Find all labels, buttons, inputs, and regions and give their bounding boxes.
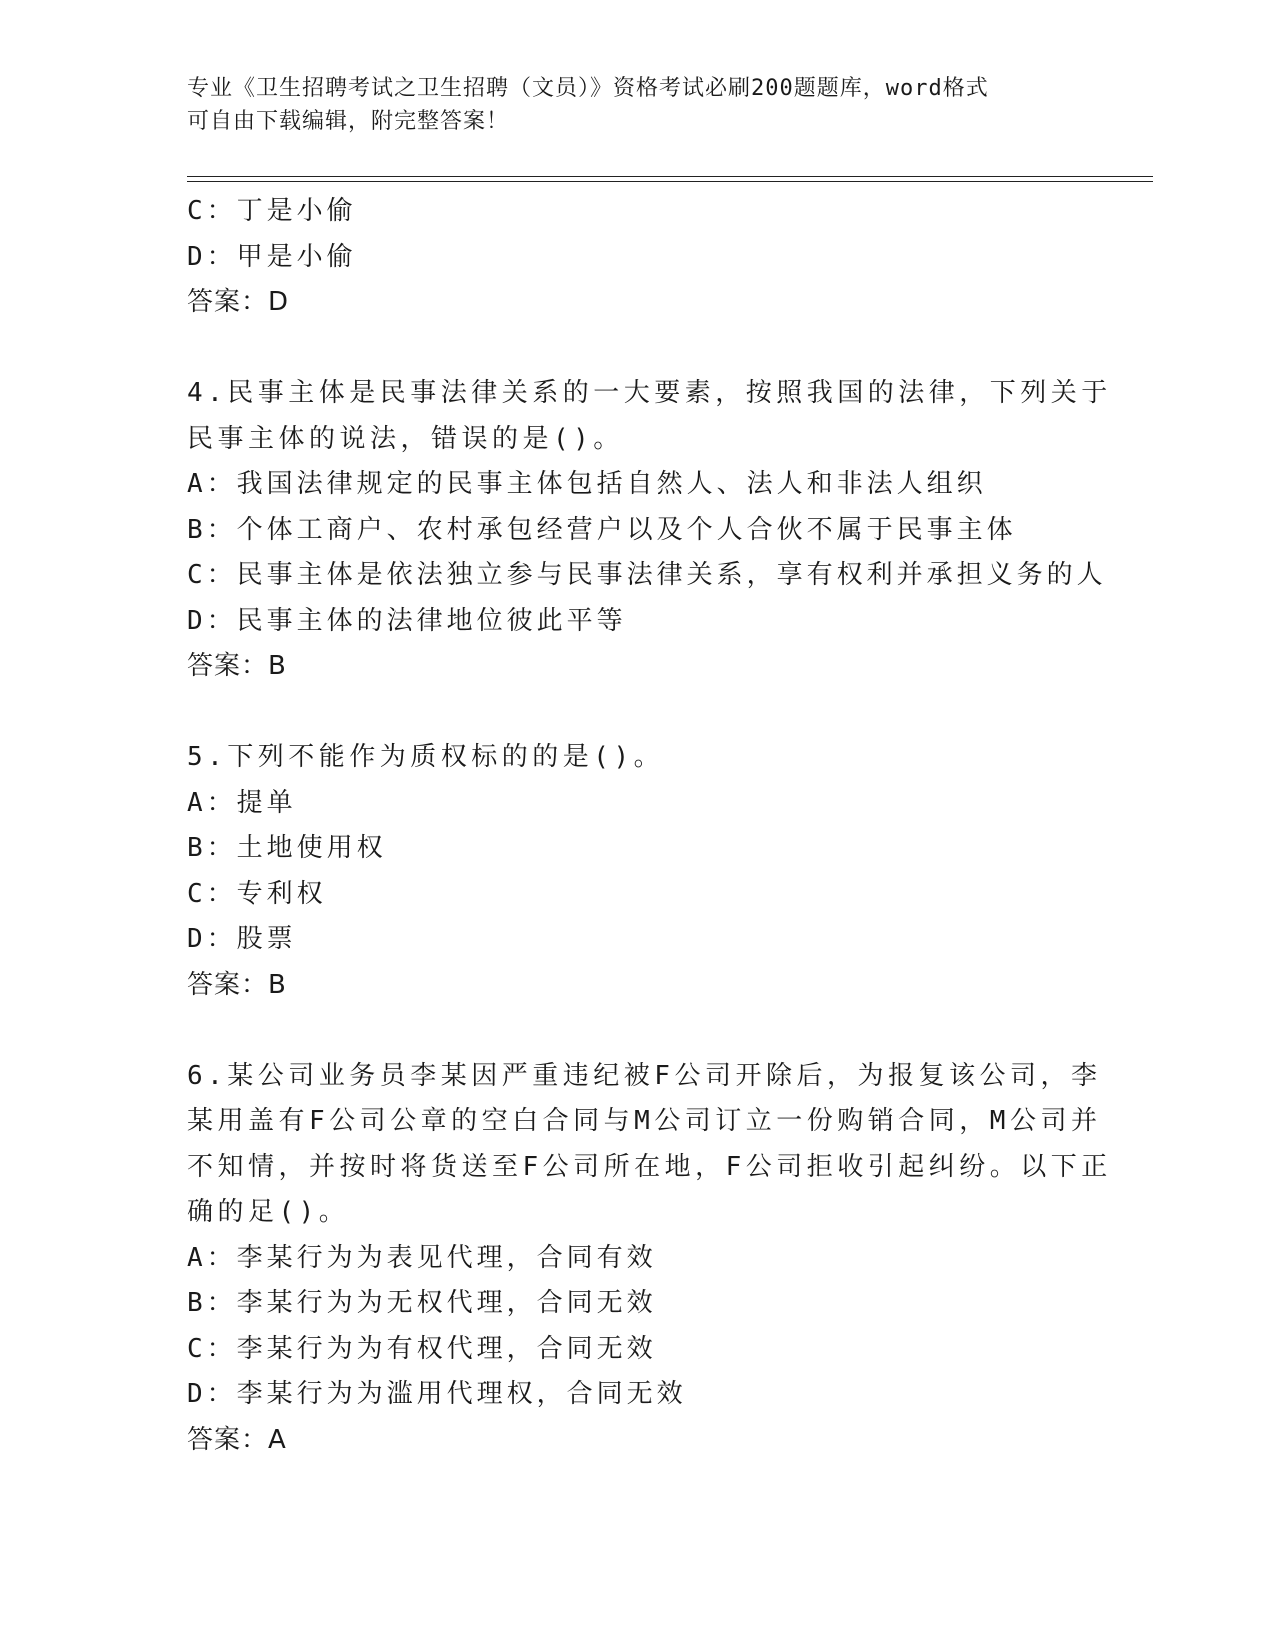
option-b: B：土地使用权 xyxy=(187,833,387,863)
question-stem-line: 某用盖有F公司公章的空白合同与M公司订立一份购销合同，M公司并 xyxy=(187,1106,1102,1136)
document-header xyxy=(187,72,1087,138)
header-title-line-1: 专业《卫生招聘考试之卫生招聘（文员）》资格考试必刷200题题库，word格式 xyxy=(187,76,989,101)
header-divider xyxy=(187,176,1153,182)
question-stem-line: 确的足()。 xyxy=(187,1197,350,1227)
spacer xyxy=(187,326,1107,372)
spacer xyxy=(187,690,1107,736)
question-stem-line: 民事主体的说法，错误的是()。 xyxy=(187,423,624,454)
answer-line: 答案：A xyxy=(187,1424,287,1455)
question-5 xyxy=(187,735,1107,1008)
answer-line: 答案：B xyxy=(187,651,287,681)
question-stem-line: 4.民事主体是民事法律关系的一大要素，按照我国的法律，下列关于 xyxy=(187,378,1112,408)
answer-line: 答案：B xyxy=(187,969,287,1000)
header-title-line-2: 可自由下载编辑，附完整答案！ xyxy=(187,109,510,134)
question-4 xyxy=(187,371,1112,690)
option-c: C：专利权 xyxy=(187,878,327,909)
question-stem-line: 5.下列不能作为质权标的的是()。 xyxy=(187,742,665,772)
option-c: C：民事主体是依法独立参与民事法律关系，享有权利并承担义务的人 xyxy=(187,560,1107,590)
document-body xyxy=(187,189,1112,1463)
option-d: D：甲是小偷 xyxy=(187,241,357,272)
option-d: D：股票 xyxy=(187,924,297,954)
option-a: A：提单 xyxy=(187,787,297,818)
option-b: B：李某行为为无权代理，合同无效 xyxy=(187,1288,657,1318)
option-a: A：李某行为为表见代理，合同有效 xyxy=(187,1242,657,1273)
question-stem-line: 6.某公司业务员李某因严重违纪被F公司开除后，为报复该公司，李 xyxy=(187,1060,1102,1091)
option-d: D：民事主体的法律地位彼此平等 xyxy=(187,605,627,636)
question-stem-line: 不知情，并按时将货送至F公司所在地，F公司拒收引起纠纷。以下正 xyxy=(187,1151,1112,1182)
answer-line: 答案：D xyxy=(187,287,290,317)
option-b: B：个体工商户、农村承包经营户以及个人合伙不属于民事主体 xyxy=(187,514,1017,545)
option-a: A：我国法律规定的民事主体包括自然人、法人和非法人组织 xyxy=(187,469,987,499)
option-c: C：李某行为为有权代理，合同无效 xyxy=(187,1333,657,1364)
option-c: C：丁是小偷 xyxy=(187,196,357,226)
question-6 xyxy=(187,1054,1112,1464)
question-3-fragment xyxy=(187,189,1107,326)
option-d: D：李某行为为滥用代理权，合同无效 xyxy=(187,1379,687,1409)
spacer xyxy=(187,1008,1107,1054)
